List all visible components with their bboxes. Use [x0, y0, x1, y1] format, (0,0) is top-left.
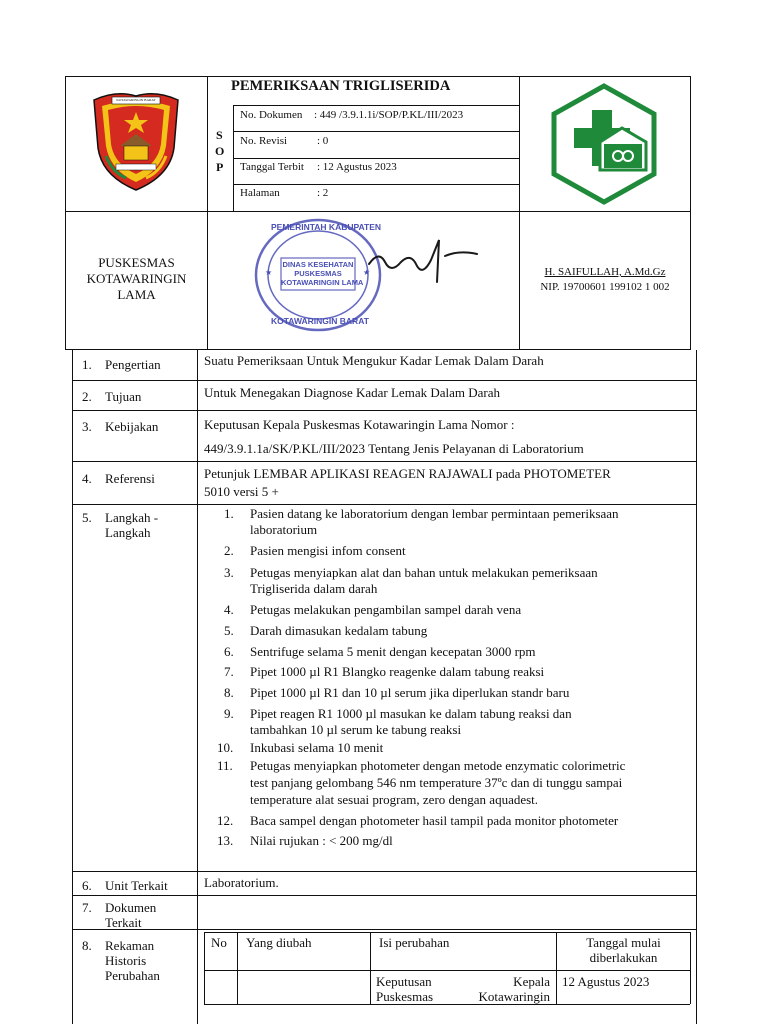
- step-number: 10.: [217, 740, 234, 755]
- regency-emblem: [86, 86, 186, 196]
- step-number: 5.: [224, 623, 234, 638]
- history-header-changed: Yang diubah: [246, 935, 312, 950]
- history-header-date-line2: diberlakukan: [589, 950, 658, 965]
- step-line: Pasien datang ke laboratorium dengan lembar permintaan pemeriksaan: [250, 506, 619, 521]
- step-line: Baca sampel dengan photometer hasil tampil pada monitor photometer: [250, 813, 619, 828]
- row-kebijakan-line1: Keputusan Kepala Puskesmas Kotawaringin Lama Nomor :: [204, 417, 515, 432]
- row-pengertian-text: Suatu Pemeriksaan Untuk Mengukur Kadar Lemak Dalam Darah: [204, 353, 544, 368]
- step-number: 2.: [224, 543, 234, 558]
- step-line: Petugas menyiapkan alat dan bahan untuk melakukan pemeriksaan: [250, 565, 598, 580]
- document-title: PEMERIKSAAN TRIGLISERIDA: [231, 78, 451, 94]
- row-rekaman-label-line2: Historis: [105, 953, 147, 968]
- row-referensi-line1: Petunjuk LEMBAR APLIKASI REAGEN RAJAWALI pada PHOTOMETER: [204, 466, 611, 481]
- sop-letter-o: O: [215, 144, 225, 158]
- step-number: 4.: [224, 602, 234, 617]
- row-referensi-label: Referensi: [105, 471, 155, 486]
- meta-halaman-value: : 2: [317, 187, 329, 199]
- step-line: Inkubasi selama 10 menit: [250, 740, 384, 755]
- meta-terbit-label: Tanggal Terbit: [240, 161, 304, 173]
- meta-terbit-value: : 12 Agustus 2023: [317, 161, 397, 173]
- step-number: 1.: [224, 506, 234, 521]
- history-header-no: No: [211, 935, 227, 950]
- meta-doc-value: : 449 /3.9.1.1i/SOP/P.KL/III/2023: [314, 109, 464, 121]
- meta-halaman-label: Halaman: [240, 187, 280, 199]
- row-dokumen-label-line1: Dokumen: [105, 900, 157, 915]
- history-row-date: 12 Agustus 2023: [562, 974, 650, 989]
- step-line: laboratorium: [250, 522, 318, 537]
- row-langkah-label-line1: Langkah -: [105, 510, 159, 525]
- emblem-banner: KOTAWARINGIN BARAT: [116, 98, 156, 102]
- row-unit-label: Unit Terkait: [105, 878, 168, 893]
- history-row-content-line2: Puskesmas Kotawaringin: [376, 989, 550, 1004]
- sop-letter-s: S: [216, 128, 223, 142]
- org-name-line1: PUSKESMAS: [98, 255, 175, 270]
- history-header-content: Isi perubahan: [379, 935, 450, 950]
- org-name-line2: KOTAWARINGIN: [86, 271, 187, 286]
- step-line: Pipet 1000 µl R1 dan 10 µl serum jika diperlukan standr baru: [250, 685, 570, 700]
- step-number: 3.: [224, 565, 234, 580]
- row-unit-text: Laboratorium.: [204, 875, 279, 890]
- row-dokumen-label-line2: Terkait: [105, 915, 142, 930]
- history-header-date-line1: Tanggal mulai: [586, 935, 661, 950]
- row-unit-num: 6.: [82, 878, 92, 893]
- step-number: 7.: [224, 664, 234, 679]
- step-number: 12.: [217, 813, 234, 828]
- row-referensi-num: 4.: [82, 471, 92, 486]
- svg-text:★: ★: [265, 268, 273, 277]
- row-rekaman-label-line1: Rekaman: [105, 938, 155, 953]
- puskesmas-logo: [548, 82, 660, 206]
- stamp-inner-line1: DINAS KESEHATAN: [282, 260, 354, 269]
- step-line: Pipet 1000 µl R1 Blangko reagenke dalam tabung reaksi: [250, 664, 545, 679]
- row-dokumen-num: 7.: [82, 900, 92, 915]
- step-line: Darah dimasukan kedalam tabung: [250, 623, 428, 638]
- signer-name: H. SAIFULLAH, A.Md.Gz: [544, 266, 666, 278]
- stamp-inner-line2: PUSKESMAS: [294, 269, 342, 278]
- step-line: Nilai rujukan : < 200 mg/dl: [250, 833, 393, 848]
- step-number: 13.: [217, 833, 234, 848]
- row-referensi-line2: 5010 versi 5 +: [204, 484, 279, 499]
- row-tujuan-label: Tujuan: [105, 389, 142, 404]
- stamp-bottom-text: KOTAWARINGIN BARAT: [271, 316, 369, 326]
- row-rekaman-num: 8.: [82, 938, 92, 953]
- row-pengertian-label: Pengertian: [105, 357, 161, 372]
- sop-letter-p: P: [216, 160, 224, 174]
- stamp-top-text: PEMERINTAH KABUPATEN: [271, 222, 382, 232]
- signer-nip: NIP. 19700601 199102 1 002: [540, 281, 670, 293]
- row-kebijakan-line2: 449/3.9.1.1a/SK/P.KL/III/2023 Tentang Jenis Pelayanan di Laboratorium: [204, 441, 584, 456]
- step-line: Petugas melakukan pengambilan sampel darah vena: [250, 602, 522, 617]
- row-kebijakan-num: 3.: [82, 419, 92, 434]
- step-line: Petugas menyiapkan photometer dengan metode enzymatic colorimetric: [250, 758, 626, 773]
- row-rekaman-label-line3: Perubahan: [105, 968, 160, 983]
- stamp-inner-line3: KOTAWARINGIN LAMA: [281, 278, 364, 287]
- step-line: Sentrifuge selama 5 menit dengan kecepatan 3000 rpm: [250, 644, 536, 659]
- org-name-line3: LAMA: [117, 287, 156, 302]
- row-langkah-label-line2: Langkah: [105, 525, 151, 540]
- row-langkah-num: 5.: [82, 510, 92, 525]
- meta-revisi-label: No. Revisi: [240, 135, 288, 147]
- meta-doc-label: No. Dokumen: [240, 109, 303, 121]
- history-row-content-line1: Keputusan Kepala: [376, 974, 550, 989]
- row-tujuan-text: Untuk Menegakan Diagnose Kadar Lemak Dalam Darah: [204, 385, 500, 400]
- row-kebijakan-label: Kebijakan: [105, 419, 159, 434]
- row-tujuan-num: 2.: [82, 389, 92, 404]
- step-line: Trigliserida dalam darah: [250, 581, 378, 596]
- svg-text:★: ★: [363, 268, 371, 277]
- meta-revisi-value: : 0: [317, 135, 329, 147]
- step-line: Pasien mengisi infom consent: [250, 543, 406, 558]
- step-line: tambahkan 10 µl serum ke tabung reaksi: [250, 722, 462, 737]
- step-number: 6.: [224, 644, 234, 659]
- official-stamp: [253, 216, 383, 334]
- step-line: temperature alat sesuai program, zero dengan aquadest.: [250, 792, 539, 807]
- row-pengertian-num: 1.: [82, 357, 92, 372]
- step-number: 8.: [224, 685, 234, 700]
- step-line: Pipet reagen R1 1000 µl masukan ke dalam tabung reaksi dan: [250, 706, 572, 721]
- step-number: 11.: [217, 758, 233, 773]
- step-number: 9.: [224, 706, 234, 721]
- step-line: test panjang gelombang 546 nm temperature 37ºc dan di tunggu sampai: [250, 775, 623, 790]
- signature: [365, 232, 485, 292]
